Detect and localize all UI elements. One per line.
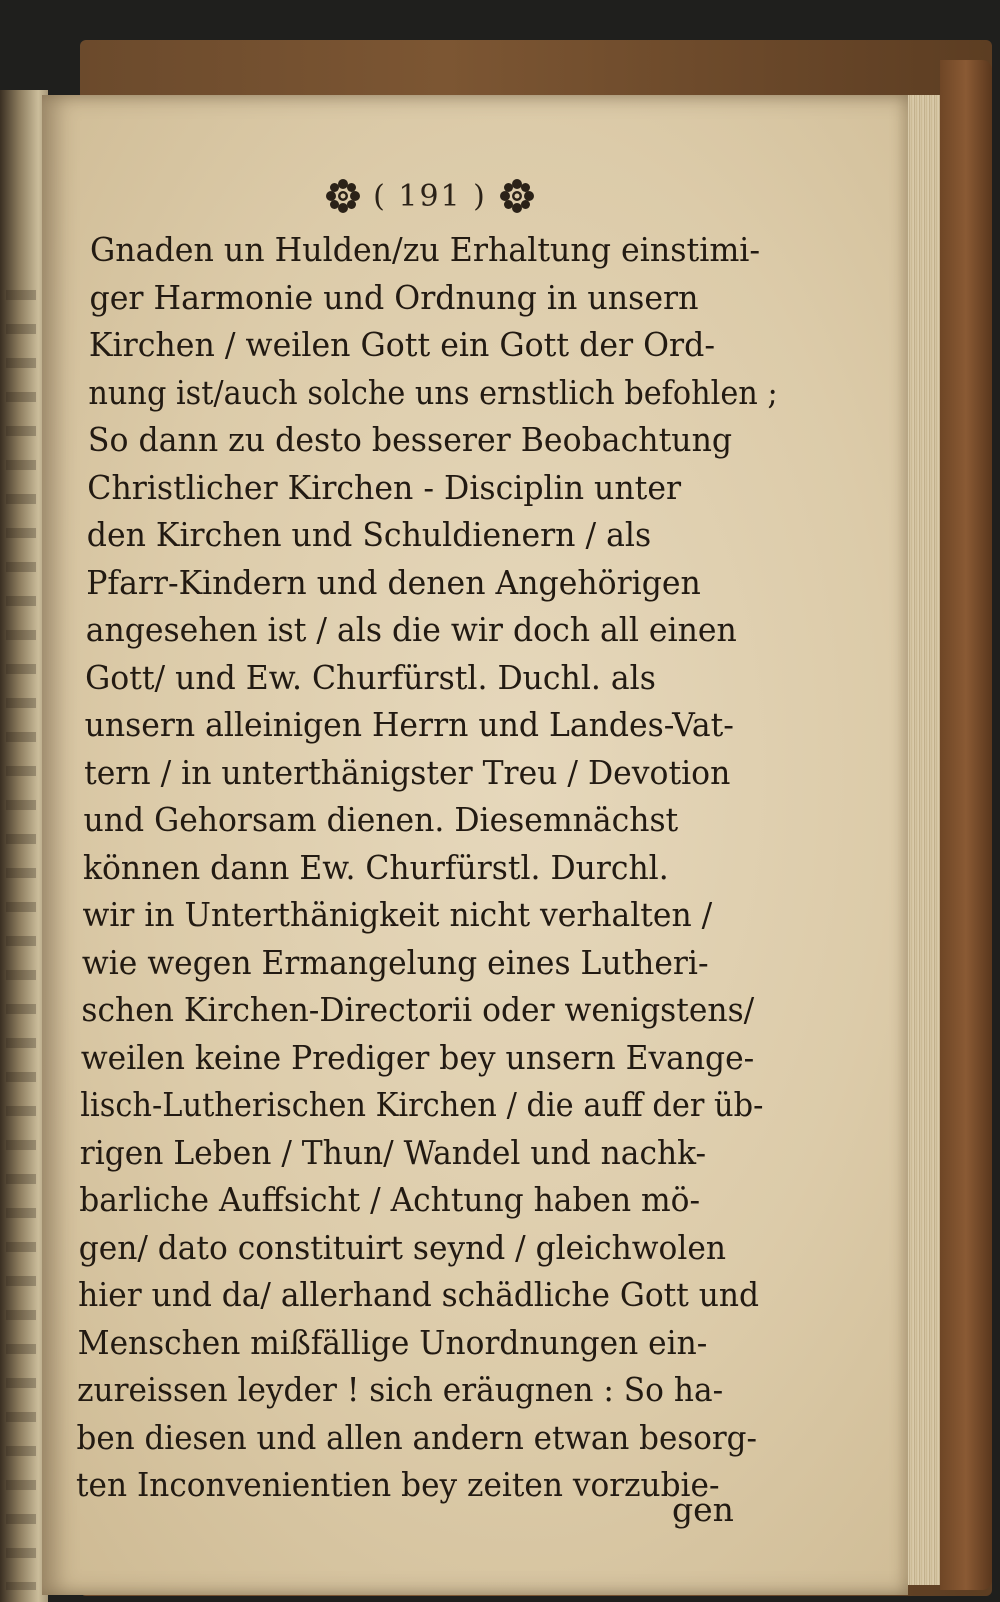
page-number: ( 191 ) (373, 178, 487, 214)
text-line: zureissen leyder ! sich eräugnen : So ha- (77, 1370, 724, 1409)
text-line: schen Kirchen-Directorii oder wenigstens/ (81, 990, 755, 1029)
text-line: Gnaden un Hulden/zu Erhaltung einstimi- (90, 230, 761, 269)
text-line: angesehen ist / als die wir doch all einen (85, 610, 737, 649)
book-spine-edge (940, 60, 992, 1590)
body-text (72, 226, 792, 1509)
text-line: Christlicher Kirchen - Disciplin unter (87, 467, 682, 507)
text-line: ger Harmonie und Ordnung in unsern (89, 277, 699, 317)
text-line: weilen keine Prediger bey unsern Evange- (80, 1037, 755, 1077)
facing-page (0, 90, 48, 1602)
text-line: und Gehorsam dienen. Diesemnächst (83, 800, 679, 839)
text-line: So dann zu desto besserer Beobachtung (87, 420, 733, 459)
text-line: wie wegen Ermangelung eines Lutheri- (81, 942, 709, 982)
text-line: hier und da/ allerhand schädliche Gott und (78, 1275, 759, 1314)
text-line: nung ist/auch solche uns ernstlich befohlen ; (88, 372, 778, 412)
text-line: ten Inconvenientien bey zeiten vorzubie- (76, 1465, 720, 1504)
text-line: lisch-Lutherischen Kirchen / die auff der üb- (80, 1085, 764, 1124)
catchword: gen (672, 1490, 734, 1529)
text-line: Kirchen / weilen Gott ein Gott der Ord- (88, 325, 716, 364)
text-line: unsern alleinigen Herrn und Landes-Vat- (84, 705, 734, 744)
text-line: rigen Leben / Thun/ Wandel und nachk- (79, 1132, 707, 1172)
text-line: wir in Unterthänigkeit nicht verhalten / (82, 895, 713, 934)
rosette-icon (497, 176, 537, 216)
text-line: können dann Ew. Churfürstl. Durchl. (83, 847, 669, 887)
text-line: tern / in unterthänigster Treu / Devotion (84, 752, 731, 792)
text-line: gen/ dato constituirt seynd / gleichwolen (78, 1227, 726, 1267)
text-line: Pfarr-Kindern und denen Angehörigen (86, 562, 701, 602)
text-line: den Kirchen und Schuldienern / als (86, 515, 652, 554)
text-line: Gott/ und Ew. Churfürstl. Duchl. als (85, 657, 656, 697)
text-line: Menschen mißfällige Unordnungen ein- (77, 1322, 708, 1362)
facing-page-text (6, 290, 36, 1590)
rosette-icon (323, 176, 363, 216)
text-line: ben diesen und allen andern etwan besorg- (76, 1417, 757, 1457)
text-line: barliche Auffsicht / Achtung haben mö- (79, 1180, 701, 1219)
page-header (310, 168, 550, 224)
